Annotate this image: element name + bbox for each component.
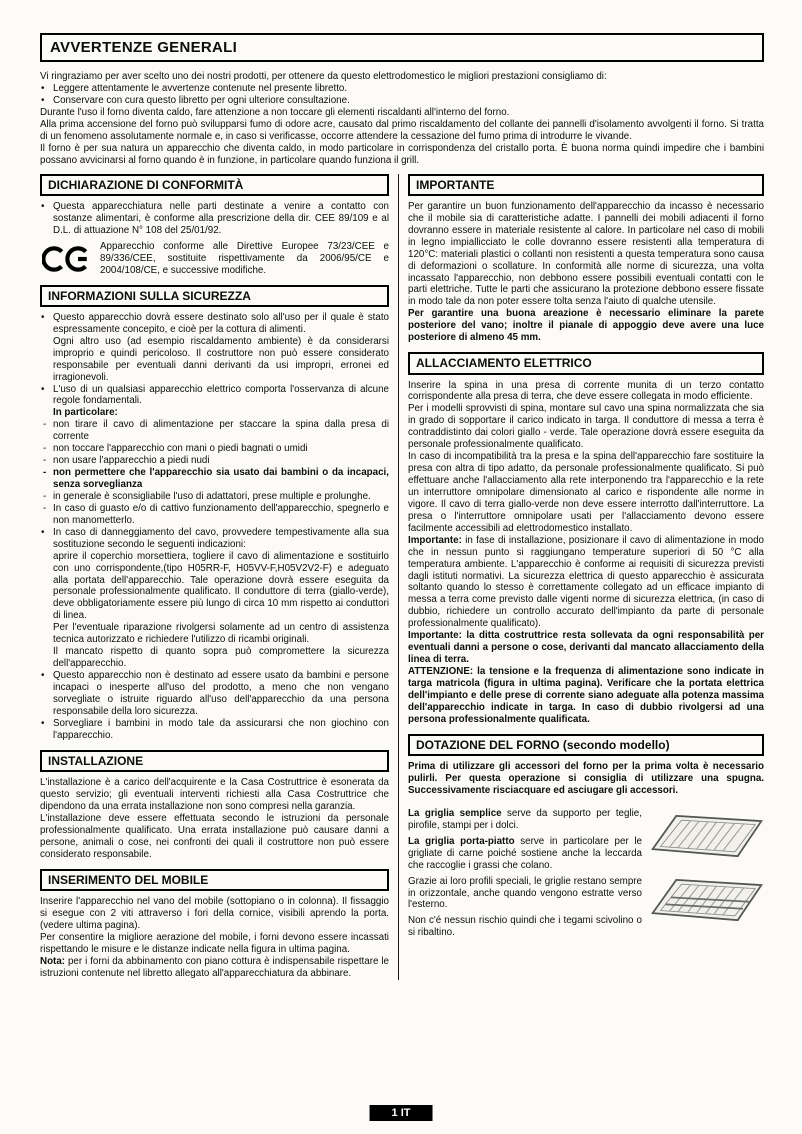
bullet-marker: - (43, 502, 47, 514)
paragraph-lead: Importante: (408, 630, 462, 642)
paragraph: La griglia porta-piatto serve in particolare per le grigliate di carne poiché sostiene anche la leccarda che raccoglie i grassi che colano. (408, 835, 642, 871)
sicurezza-paragraphs (40, 312, 389, 742)
bullet-marker: • (41, 311, 45, 323)
paragraph: Il mancato rispetto di quanto sopra può compromettere la sicurezza dell'apparecchio. (53, 646, 389, 670)
conformita-paragraphs (40, 201, 389, 237)
paragraph: Vi ringraziamo per aver scelto uno dei nostri prodotti, per ottenere da questo elettrodomestico le migliori prestazioni consigliamo di: (40, 71, 607, 82)
paragraph: Importante: la ditta costruttrice resta sollevata da ogni responsabilità per eventuali danni a persone o cose, derivanti dal mancato allacciamento della linea di terra. (408, 630, 764, 666)
paragraph: Non c'é nessun rischio quindi che i tegami scivolino o si ribaltino. (408, 915, 642, 939)
paragraph: - non toccare l'apparecchio con mani o piedi bagnati o umidi (43, 443, 308, 455)
bullet-marker: - (43, 455, 47, 467)
section-header-allacciamento: ALLACCIAMENTO ELETTRICO (408, 352, 764, 374)
section-header-sicurezza: INFORMAZIONI SULLA SICUREZZA (40, 285, 389, 307)
bullet-marker: • (41, 670, 45, 682)
page-number-badge (370, 1105, 433, 1121)
dotazione-flow (408, 808, 764, 943)
page-number: 1 IT (391, 1107, 411, 1119)
paragraph: Nota: per i forni da abbinamento con piano cottura è indispensabile rispettare le istruzioni contenute nel libretto allegato all'apparecchiatura da abbinare. (40, 955, 389, 979)
paragraph: Per consentire la migliore aerazione del mobile, i forni devono essere incassati rispettando le misure e le distanze indicate nella figura in ultima pagina. (40, 931, 389, 955)
section-header-dotazione: DOTAZIONE DEL FORNO (secondo modello) (408, 734, 764, 756)
section-header-conformita: DICHIARAZIONE DI CONFORMITÀ (40, 174, 389, 196)
paragraph: - non usare l'apparecchio a piedi nudi (43, 455, 210, 467)
bullet-marker: • (41, 82, 45, 94)
paragraph: • Sorvegliare i bambini in modo tale da assicurarsi che non giochino con l'apparecchio. (41, 717, 389, 741)
paragraph: • Leggere attentamente le avvertenze contenute nel presente libretto. (41, 82, 348, 94)
paragraph: Grazie ai loro profili speciali, le griglie restano sempre in orizzontale, anche quando vengono estratte verso l'esterno. (408, 875, 642, 911)
paragraph: - In caso di guasto e/o di cattivo funzionamento dell'apparecchio, spegnerlo e non manometterlo. (43, 502, 389, 526)
paragraph: Prima di utilizzare gli accessori del forno per la prima volta è necessario pulirli. Per questa operazione si consiglia di utilizzare una spugna. Successivamente risciacquare ed asciugare gli accessori. (408, 761, 764, 796)
paragraph: ATTENZIONE: la tensione e la frequenza di alimentazione sono indicate in targa matricola (figura in ultima pagina). Verificare che la portata elettrica dell'impianto e delle prese di corrente siano adeguate alla potenza massima dell'apparecchio indicate in targa. In caso di dubbio rivolgersi ad una persona professionalmente qualificata. (408, 666, 764, 725)
paragraph: • Questa apparecchiatura nelle parti destinate a venire a contatto con sostanze alimentari, è conforme alla prescrizione della dir. CEE 89/109 e al D.L. di attuazione N° 108 del 25/01/92. (41, 200, 389, 236)
installazione-paragraphs (40, 777, 389, 861)
bullet-marker: • (41, 526, 45, 538)
right-column (398, 174, 764, 980)
paragraph: • L'uso di un qualsiasi apparecchio elettrico comporta l'osservanza di alcune regole fondamentali. (41, 383, 389, 407)
paragraph-lead: La griglia semplice (408, 807, 502, 819)
two-column-layout (40, 174, 764, 980)
paragraph: Alla prima accensione del forno può svilupparsi fumo di odore acre, causato dal primo riscaldamento del collante dei pannelli d'isolamento avvolgenti il forno. Si tratta di un fenomeno assolutamente normale e, in caso si verificasse, occorre attendere la cessazione del fumo prima di introdurre le vivande. (40, 118, 764, 142)
paragraph-lead: ATTENZIONE: (408, 666, 474, 678)
bullet-marker: - (43, 443, 47, 455)
paragraph: Importante: in fase di installazione, posizionare il cavo di alimentazione in modo che in nessun punto si raggiungano temperature superiori di 50 °C alla temperatura ambiente. L'apparecchio è conforme ai requisiti di sicurezza previsti dagli istituti normativi. La sicurezza elettrica di questo apparecchio è assicurata soltanto quando lo stesso è correttamente collegato ad un efficace impianto di messa a terra come previsto dalle vigenti norme di sicurezza elettrica, (in caso di dubbio, richiedere un controllo accurato dell'impianto da parte di personale professionalmente qualificato). (408, 534, 764, 630)
bullet-marker: • (41, 383, 45, 395)
paragraph-lead: La griglia porta-piatto (408, 835, 515, 847)
bullet-marker: - (43, 467, 47, 479)
paragraph: In caso di incompatibilità tra la presa e la spina dell'apparecchio fare sostituire la presa con altra di tipo adatto, da personale professionalmente qualificato. Si può effettuare anche l'allacciamento alla rete interponendo tra l'apparecchio e la rete un interruttore omnipolare dimensionato al carico e rispondente alle norme in vigore. Il cavo di terra giallo-verde non deve essere interrotto dall'interruttore. La presa o l'interruttore omnipolare usati per l'allacciamento devono essere facilmente accessibili ad elettrodomestico installato. (408, 451, 764, 534)
page-title-box (40, 33, 764, 62)
paragraph: - non tirare il cavo di alimentazione per staccare la spina dalla presa di corrente (43, 419, 389, 443)
paragraph: Inserire la spina in una presa di corrente munita di un terzo contatto corrispondente alla presa di terra, che deve essere collegata in modo efficiente. (408, 379, 764, 403)
paragraph: In particolare: (53, 407, 118, 419)
bullet-marker: - (43, 490, 47, 502)
paragraph: Per garantire una buona areazione è necessario eliminare la parete posteriore del vano; inoltre il pianale di appoggio deve avere una luce posteriore di almeno 45 mm. (408, 308, 764, 344)
paragraph: Inserire l'apparecchio nel vano del mobile (sottopiano o in colonna). Il fissaggio si esegue con 2 viti attraverso i fori della cornice, visibili aprendo la porta.(vedere ultima pagina). (40, 896, 389, 931)
intro-text (40, 71, 764, 167)
bullet-marker: - (43, 419, 47, 431)
paragraph: Ogni altro uso (ad esempio riscaldamento ambiente) è da considerarsi improprio e quindi pericoloso. Il costruttore non può essere considerato responsabile per eventuali danni derivanti da usi impropri, erronei ed irragionevoli. (53, 335, 389, 383)
paragraph: • Conservare con cura questo libretto per ogni ulteriore consultazione. (41, 94, 350, 106)
allacciamento-paragraphs (408, 380, 764, 726)
paragraph: - in generale è sconsigliabile l'uso di adattatori, prese multiple e prolunghe. (43, 490, 371, 502)
paragraph: La griglia semplice serve da supporto per teglie, pirofile, stampi per i dolci. (408, 807, 642, 831)
section-header-importante: IMPORTANTE (408, 174, 764, 196)
paragraph-lead: Nota: (40, 955, 66, 967)
paragraph: • In caso di danneggiamento del cavo, provvedere tempestivamente alla sua sostituzione secondo le seguenti indicazioni: (41, 526, 389, 550)
bullet-marker: • (41, 94, 45, 106)
paragraph: Per l'eventuale riparazione rivolgersi solamente ad un centro di assistenza tecnica autorizzato e richiedere l'utilizzo di ricambi originali. (53, 622, 389, 646)
page-title: AVVERTENZE GENERALI (50, 39, 238, 56)
paragraph: Per i modelli sprovvisti di spina, montare sul cavo una spina normalizzata che sia in grado di sopportare il carico indicato in targa. Il conduttore di messa a terra è contraddistinto dai colori giallo - verde. Tale operazione dovrà essere eseguita da personale professionalmente qualificato. (408, 403, 764, 451)
paragraph-lead: Importante: (408, 534, 462, 546)
paragraph: L'installazione è a carico dell'acquirente e la Casa Costruttrice è esonerata da questo servizio; gli eventuali interventi richiesti alla Casa Costruttrice che dipendono da una errata installazione non sono compresi nella garanzia. (40, 777, 389, 812)
paragraph: aprire il coperchio morsettiera, togliere il cavo di alimentazione e sostituirlo con uno corrispondente,(tipo H05RR-F, H05VV-F,H05V2V2-F) e adeguato alla portata dell'apparecchio. Tale operazione dovrà essere eseguita da personale professionalmente qualificato. Il conduttore di terra (giallo-verde), deve obbligatoriamente essere più lungo di circa 10 mm rispetto ai conduttori di linea. (53, 550, 389, 622)
bullet-marker: • (41, 200, 45, 212)
dotazione-intro-paragraphs (408, 761, 764, 797)
importante-paragraphs (408, 201, 764, 344)
section-header-installazione: INSTALLAZIONE (40, 750, 389, 772)
ce-row (40, 241, 389, 277)
ce-mark-icon (42, 244, 90, 274)
paragraph: Il forno è per sua natura un apparecchio che diventa caldo, in modo particolare in corrispondenza del cristallo porta. È buona norma quindi impedire che i bambini possano avvicinarsi al forno quando è in funzione, in particolare quando funziona il grill. (40, 142, 764, 166)
inserimento-paragraphs (40, 896, 389, 980)
bullet-marker: • (41, 717, 45, 729)
section-header-inserimento: INSERIMENTO DEL MOBILE (40, 869, 389, 891)
paragraph: L'installazione deve essere effettuata secondo le istruzioni da personale professionalmente qualificato. Una errata installazione può causare danni a persone, animali o cose, nei confronti dei quali il costruttore non può essere considerato responsabile. (40, 812, 389, 860)
paragraph: • Questo apparecchio non è destinato ad essere usato da bambini e persone incapaci o inesperte all'uso del prodotto, a meno che non vengano sorvegliate o istruite riguardo all'uso dell'apparecchio da una persona responsabile della loro sicurezza. (41, 670, 389, 717)
paragraph: - non permettere che l'apparecchio sia usato dai bambini o da incapaci, senza sorveglianza (43, 467, 389, 491)
paragraph: Durante l'uso il forno diventa caldo, fare attenzione a non toccare gli elementi riscaldanti all'interno del forno. (40, 106, 510, 118)
paragraph: Per garantire un buon funzionamento dell'apparecchio da incasso è necessario che il mobile sia di caratteristiche adatte. I pannelli dei mobili adiacenti il forno dovranno essere in materiale resistente al calore. In particolare nel caso di mobili in legno impiallicciato le colle dovranno essere resistenti alla temperatura di 120°C: materiali plastici o collanti non resistenti a questa temperatura sono causa di deformazioni o scollature. In conformità alle norme di sicurezza, una volta incassato l'apparecchio, non debbono essere possibili eventuali contatti con le parti elettriche. Tutte le parti che assicurano la protezione debbono essere fissate in modo tale da non poter essere tolta senza l'aiuto di qualche utensile. (408, 200, 764, 308)
left-column (40, 174, 398, 980)
paragraph: • Questo apparecchio dovrà essere destinato solo all'uso per il quale è stato espressamente concepito, e cioè per la cottura di alimenti. (41, 311, 389, 335)
ce-conformity-text: Apparecchio conforme alle Direttive Europee 73/23/CEE e 89/336/CEE, sostituite rispettivamente da 2006/95/CE e 2004/108/CE, e successive modifiche. (100, 240, 389, 276)
